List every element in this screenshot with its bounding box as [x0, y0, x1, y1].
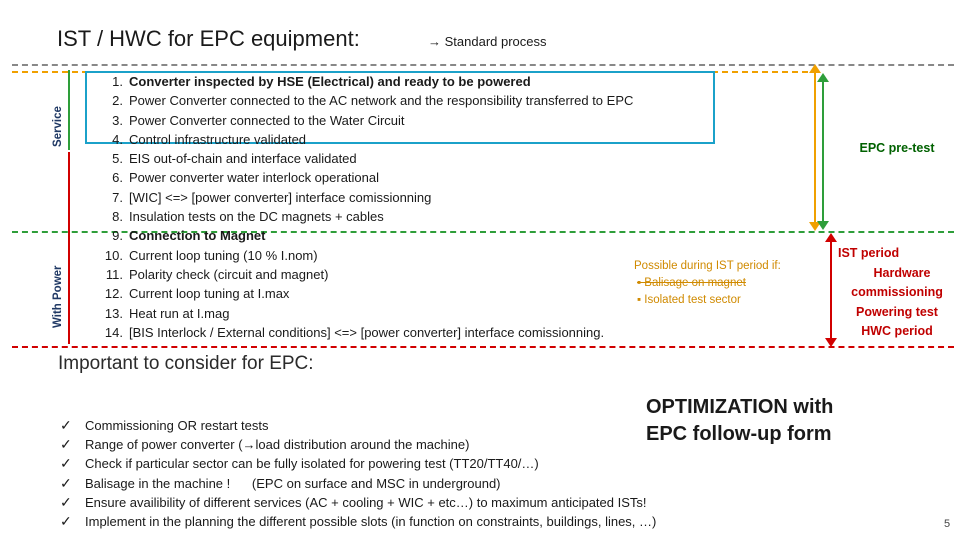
standard-process-label: → Standard process	[428, 34, 547, 49]
important-heading: Important to consider for EPC:	[58, 353, 314, 374]
green-arrow-line	[822, 81, 824, 223]
checkmark-icon: ✓	[60, 474, 72, 491]
ist-period-label: IST period	[838, 246, 900, 260]
step-item: 3. Power Converter connected to the Water Circuit	[112, 112, 405, 128]
step-item: 9. Connection to Magnet	[112, 228, 266, 244]
red-dashed-line	[12, 346, 954, 348]
checklist-item: ✓ Ensure availibility of different services (AC + cooling + WIC + etc…) to maximum anticipated ISTs!	[60, 493, 656, 512]
hardware-label: Hardware	[873, 265, 931, 280]
checkmark-icon: ✓	[60, 417, 72, 433]
service-side-line	[68, 70, 70, 150]
checklist-item: ✓ Implement in the planning the different possible slots (in function on constraints, buildings, lines, …)	[60, 512, 656, 531]
step-item: 6. Power converter water interlock operational	[112, 170, 380, 186]
with-power-side-line	[68, 152, 70, 344]
checkmark-icon: ✓	[60, 512, 72, 529]
checklist-item: ✓ Range of power converter (→load distribution around the machine)	[60, 435, 656, 454]
red-arrow-line	[830, 241, 832, 340]
ist-note-item-balisage: ▪ Balisage on magnet	[637, 277, 746, 289]
important-checklist	[60, 416, 656, 531]
steps-list	[96, 72, 633, 342]
step-item: 7. [WIC] <=> [power converter] interface comissionning	[112, 189, 432, 205]
epc-pretest-label: EPC pre-test	[859, 141, 935, 155]
step-item: 4. Control infrastructure validated	[112, 131, 307, 147]
ist-possible-note	[634, 258, 781, 309]
step-item: 10. Current loop tuning (10 % I.nom)	[104, 247, 318, 263]
commissioning-label: commissioning	[851, 285, 943, 299]
with-power-side-label: With Power	[52, 265, 64, 328]
step-item: 1. Converter inspected by HSE (Electrical) and ready to be powered	[112, 74, 531, 89]
optimization-line-1: OPTIMIZATION with	[646, 396, 834, 418]
checkmark-icon: ✓	[60, 455, 72, 472]
optimization-line-2: EPC follow-up form	[646, 423, 832, 445]
step-item: 11. Polarity check (circuit and magnet)	[105, 266, 329, 282]
checklist-item: ✓ Check if particular sector can be fully isolated for powering test (TT20/TT40/…)	[60, 454, 656, 473]
step-item: 14. [BIS Interlock / External conditions] <=> [power converter] interface comissionning.	[104, 324, 605, 340]
ist-note-item-isolated: ▪ Isolated test sector	[637, 294, 741, 306]
page-number: 5	[944, 518, 951, 530]
step-item: 12. Current loop tuning at I.max	[104, 286, 290, 302]
service-side-label: Service	[52, 106, 64, 147]
ist-note-heading: Possible during IST period if:	[634, 260, 781, 272]
page-title: IST / HWC for EPC equipment:	[57, 26, 360, 51]
checklist-item: ✓ Commissioning OR restart tests	[60, 416, 656, 435]
powering-test-label: Powering test	[856, 304, 938, 319]
step-item: 5. EIS out-of-chain and interface validated	[112, 151, 357, 167]
orange-arrow-line	[814, 72, 816, 224]
optimization-note	[646, 394, 833, 448]
hwc-period-label: HWC period	[861, 324, 933, 338]
step-item: 2. Power Converter connected to the AC network and the responsibility transferred to EPC	[112, 93, 634, 109]
green-arrow-down-icon	[817, 221, 829, 230]
ist-period-labels	[836, 244, 958, 342]
checklist-item: ✓ Balisage in the machine ! (EPC on surface and MSC in underground)	[60, 474, 656, 493]
step-item: 8. Insulation tests on the DC magnets + cables	[112, 209, 384, 225]
step-item: 13. Heat run at I.mag	[104, 305, 230, 321]
checkmark-icon: ✓	[60, 493, 72, 510]
checkmark-icon: ✓	[60, 436, 72, 453]
